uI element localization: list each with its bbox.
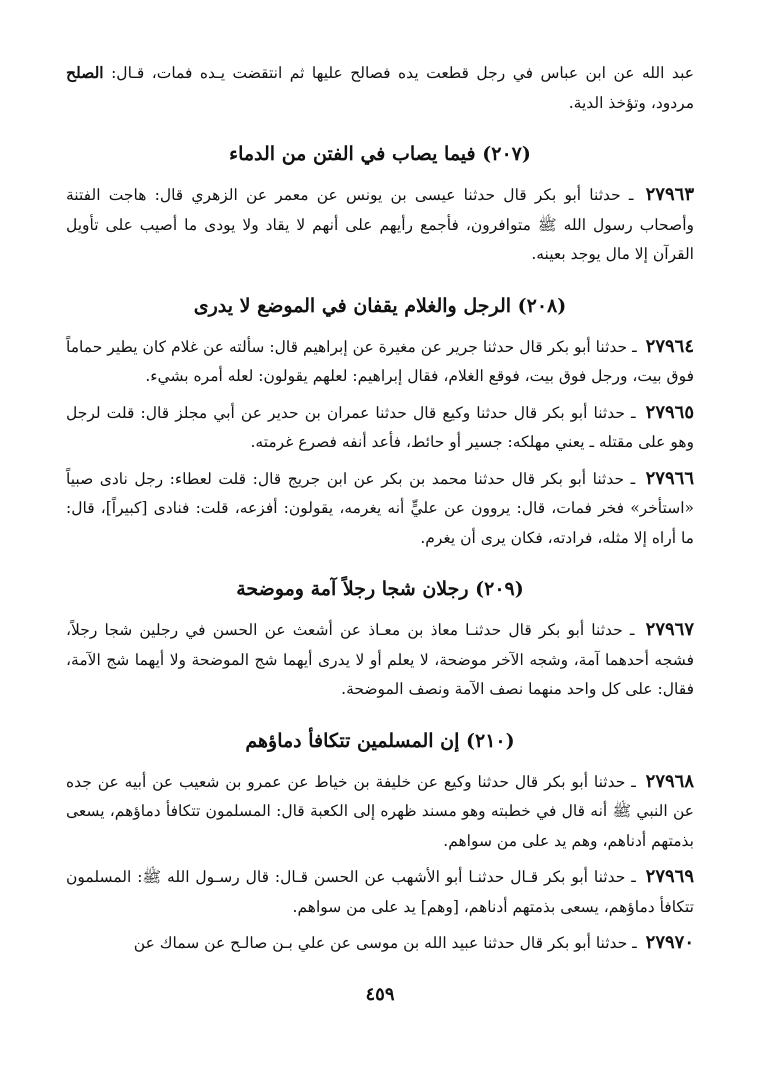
hadith-text: ـ حدثنا أبو بكر قال حدثنا جرير عن مغيرة عن إبراهيم قال: سألته عن غلام كان يطير حماماً فوق بيت، ورجل فوق بيت، فوقع الغلام، فقال إبراهيم: لعلهم يقولون: لعله أمره بشيء. <box>66 337 694 385</box>
section-heading: (٢٠٧) فيما يصاب في الفتن من الدماء <box>229 143 531 165</box>
hadith-text: ـ حدثنا أبو بكر قال حدثنـا معاذ بن معـاذ عن أشعث عن الحسن في رجلين شجا رجلاً، فشجه أحدهما آمة، وشجه الآخر موضحة، لا يعلم أو لا يدرى أيهما شج الموضحة ولا أيهما شج الآمة، فقال: على كل واحد منهما نصف الآمة ونصف الموضحة. <box>66 621 694 698</box>
hadith-text: ـ حدثنا أبو بكر قال حدثنا عبيد الله بن موسى عن علي بـن صالـح عن سماك عن <box>133 934 637 952</box>
hadith-number: ٢٧٩٧٠ <box>645 932 694 953</box>
hadith-paragraph <box>66 464 694 554</box>
hadith-number: ٢٧٩٦٤ <box>645 335 694 357</box>
hadith-text: ـ حدثنا أبو بكر قال حدثنا عيسى بن يونس عن معمر عن الزهري قال: هاجت الفتنة وأصحاب رسول الله ﷺ متوافرون، فأجمع رأيهم على أنهم لا يقاد ولا يودى ما أصيب على تأويل القرآن إلا مال يوجد بعينه. <box>66 186 694 263</box>
hadith-paragraph <box>66 332 694 392</box>
hadith-paragraph <box>66 862 694 922</box>
hadith-paragraph <box>66 615 694 705</box>
intro-text-c: مردود، وتؤخذ الدية. <box>568 93 694 112</box>
hadith-paragraph <box>66 767 694 857</box>
hadith-text: ـ حدثنا أبو بكر قال حدثنا وكيع عن خليفة بن خياط عن عمرو بن شعيب عن أبيه عن جده عن النبي ﷺ أنه قال في خطبته وهو مسند ظهره إلى الكعبة قال: المسلمون تتكافأ دماؤهم، يسعى بذمتهم أدناهم، وهم يد على من سواهم. <box>66 772 694 850</box>
hadith-number: ٢٧٩٦٥ <box>645 401 694 423</box>
hadith-paragraph <box>66 928 694 959</box>
section-heading: (٢٠٨) الرجل والغلام يقفان في الموضع لا يدرى <box>193 294 567 317</box>
hadith-text: ـ حدثنا أبو بكر قال حدثنا محمد بن بكر عن ابن جريج قال: قلت لعطاء: رجل نادى صبياً «استأخر» فخر فمات، قال: يروون عن عليٍّ أنه يغرمه، يقولون: أفزعه، قلت: فنادى [كبيراً]، قال: ما أراه إلا مثله، فرادته، فكان يرى أن يغرم. <box>66 469 694 547</box>
hadith-number: ٢٧٩٦٨ <box>645 770 694 792</box>
intro-text-a: عبد الله عن ابن عباس في رجل قطعت يده فصالح عليها ثم انتقضت يـده فمات، قـال: <box>103 64 694 82</box>
hadith-number: ٢٧٩٦٩ <box>645 866 694 887</box>
section-heading: (٢١٠) إن المسلمين تتكافأ دماؤهم <box>245 729 515 752</box>
intro-text-bold: الصلح <box>66 63 104 82</box>
page-number: ٤٥٩ <box>365 984 395 1005</box>
hadith-text: ـ حدثنا أبو بكر قال حدثنا وكيع قال حدثنا عمران بن حدير عن أبي مجلز قال: قلت لرجل وهو على مقتله ـ يعني مهلكه: جسير أو حائط، فأعد أنفه فصرع غرمته. <box>66 403 694 451</box>
hadith-paragraph <box>66 398 694 458</box>
hadith-number: ٢٧٩٦٦ <box>645 467 694 489</box>
hadith-text: ـ حدثنا أبو بكر قـال حدثنـا أبو الأشهب عن الحسن قـال: قال رسـول الله ﷺ: المسلمون تتكافأ دماؤهم، يسعى بذمتهم أدناهم، [وهم] يد على من سواهم. <box>66 868 694 916</box>
section-heading: (٢٠٩) رجلان شجا رجلاً آمة وموضحة <box>236 578 524 600</box>
hadith-number: ٢٧٩٦٧ <box>645 619 694 640</box>
hadith-paragraph <box>66 180 694 270</box>
hadith-number: ٢٧٩٦٣ <box>645 184 694 205</box>
intro-paragraph <box>66 58 694 118</box>
